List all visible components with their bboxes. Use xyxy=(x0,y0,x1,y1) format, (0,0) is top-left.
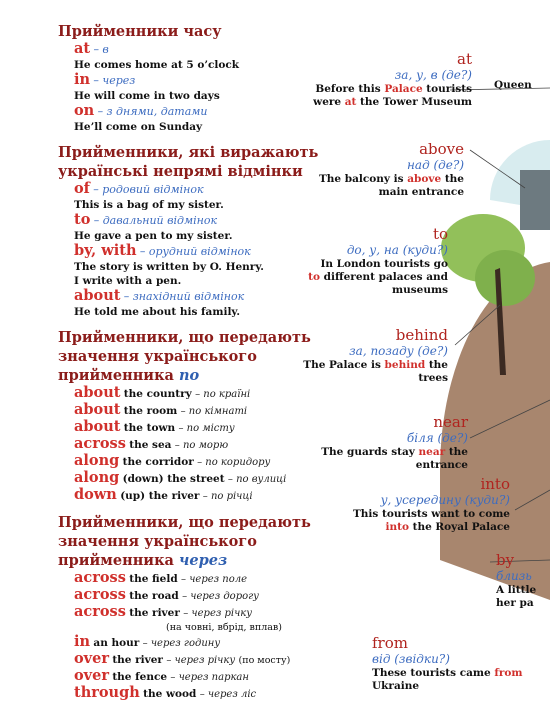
cherez-item xyxy=(74,570,328,587)
text: the xyxy=(445,446,468,458)
label-near xyxy=(298,413,468,472)
text: the xyxy=(425,359,448,371)
phrase: the wood xyxy=(143,688,197,700)
prep-word: across xyxy=(74,603,126,620)
prep-translation: – орудний відмінок xyxy=(139,245,251,258)
prep-word: over xyxy=(74,667,109,684)
text: Before this xyxy=(315,83,385,95)
prep-translation: у, усередину (куди?) xyxy=(380,493,510,507)
parenthetical: (по мосту) xyxy=(238,655,291,666)
prep-translation: за, у, в (де?) xyxy=(394,68,472,82)
prep-word: to xyxy=(432,225,448,243)
prep-word: above xyxy=(419,140,464,158)
phrase: the field xyxy=(129,573,178,585)
heading-word: через xyxy=(179,552,228,569)
ua-translation: – по коридору xyxy=(197,457,271,468)
cases-heading xyxy=(58,143,328,181)
prep-translation: – давальний відмінок xyxy=(93,214,218,227)
ua-translation: – по місту xyxy=(178,423,235,434)
prep-word: by xyxy=(496,551,515,569)
prep-word: in xyxy=(74,71,91,88)
phrase: an hour xyxy=(93,637,140,649)
prep-word: over xyxy=(74,650,109,667)
phrase: the country xyxy=(123,388,192,400)
time-item xyxy=(74,41,328,58)
cherez-item xyxy=(74,587,328,604)
prep-word: along xyxy=(74,452,120,469)
heading-line: прийменника xyxy=(58,367,174,384)
example: He comes home at 5 o’clock xyxy=(74,59,240,71)
text: the xyxy=(441,173,464,185)
text: Ukraine xyxy=(372,680,420,692)
text-highlight: at xyxy=(344,96,357,108)
phrase: (down) the street xyxy=(122,473,225,485)
text: were xyxy=(313,96,345,108)
prep-word: into xyxy=(480,475,510,493)
ua-translation: – через дорогу xyxy=(182,591,259,602)
prep-translation: за, позаду (де?) xyxy=(349,344,448,358)
ua-translation: – через річку xyxy=(166,655,236,666)
text: the Tower Museum xyxy=(356,96,472,108)
ua-translation: – по морю xyxy=(174,440,229,451)
text: In London tourists go xyxy=(320,258,448,270)
tower xyxy=(520,170,550,230)
po-item xyxy=(74,436,328,453)
prep-translation: – з днями, датами xyxy=(97,105,208,118)
prep-word: behind xyxy=(395,326,448,344)
time-item xyxy=(74,72,328,89)
heading-word: по xyxy=(179,367,200,384)
text: This tourists want to come xyxy=(352,508,510,520)
parenthetical: (на човні, вбрід, вплав) xyxy=(166,622,282,633)
heading-line: значення українського xyxy=(58,348,257,365)
prep-word: to xyxy=(74,211,91,228)
text: A little xyxy=(496,584,537,596)
prep-word: by, with xyxy=(74,242,137,259)
label-at xyxy=(302,50,472,109)
text-highlight: from xyxy=(494,667,523,679)
cherez-item xyxy=(74,634,328,651)
po-item xyxy=(74,470,328,487)
prep-word: about xyxy=(74,418,121,435)
prep-word: through xyxy=(74,684,140,701)
phrase: the room xyxy=(123,405,178,417)
ua-translation: – по кімнаті xyxy=(180,406,248,417)
ua-translation: – через річку xyxy=(183,608,253,619)
phrase: the road xyxy=(129,590,179,602)
text: main entrance xyxy=(378,186,464,198)
prep-word: about xyxy=(74,287,121,304)
text-highlight: above xyxy=(407,173,442,185)
text-highlight: near xyxy=(418,446,446,458)
example: This is a bag of my sister. xyxy=(74,199,224,211)
time-item xyxy=(74,103,328,120)
ua-translation: – через годину xyxy=(142,638,221,649)
text: entrance xyxy=(415,459,468,471)
text: museums xyxy=(392,284,448,296)
ua-translation: – по вулиці xyxy=(227,474,287,485)
prep-word: about xyxy=(74,384,121,401)
text: the Royal Palace xyxy=(408,521,510,533)
text: tourists xyxy=(422,83,472,95)
phrase: (up) the river xyxy=(120,490,200,502)
prep-translation: над (де?) xyxy=(407,158,464,172)
text: These tourists came xyxy=(372,667,495,679)
text-highlight: to xyxy=(308,271,320,283)
po-item xyxy=(74,402,328,419)
prep-word: of xyxy=(74,180,90,197)
ua-translation: – через поле xyxy=(181,574,248,585)
text-highlight: into xyxy=(385,521,409,533)
prep-word: along xyxy=(74,469,120,486)
heading-line: прийменника xyxy=(58,552,174,569)
phrase: the town xyxy=(123,422,176,434)
cherez-item xyxy=(74,651,328,668)
prep-word: about xyxy=(74,401,121,418)
prep-translation: – знахідний відмінок xyxy=(123,290,245,303)
phrase: the river xyxy=(112,654,163,666)
cherez-heading xyxy=(58,513,328,570)
prep-translation: до, у, на (куди?) xyxy=(346,243,448,257)
prep-translation: від (звідки?) xyxy=(372,652,450,666)
prep-word: across xyxy=(74,435,126,452)
text: The Palace is xyxy=(303,359,385,371)
heading-line: українські непрямі відмінки xyxy=(58,163,303,180)
heading-line: Прийменники, які виражають xyxy=(58,144,319,161)
phrase: the corridor xyxy=(122,456,194,468)
prep-translation: – родовий відмінок xyxy=(93,183,204,196)
phrase: the river xyxy=(129,607,180,619)
prep-word: at xyxy=(457,50,472,68)
example: He gave a pen to my sister. xyxy=(74,230,233,242)
prep-word: from xyxy=(372,634,408,652)
tree-crown-2 xyxy=(475,250,535,306)
cherez-item xyxy=(74,668,328,685)
label-from xyxy=(372,634,542,693)
text: her pa xyxy=(496,597,534,609)
po-item xyxy=(74,487,328,504)
label-behind xyxy=(278,326,448,385)
prep-translation: – в xyxy=(93,43,109,56)
example: The story is written by O. Henry. xyxy=(74,261,264,273)
prep-word: across xyxy=(74,569,126,586)
phrase: the sea xyxy=(129,439,172,451)
po-item xyxy=(74,385,328,402)
cherez-item xyxy=(74,685,328,702)
prep-translation: біля (де?) xyxy=(406,431,468,445)
time-heading: Прийменники часу xyxy=(58,23,222,40)
heading-line: значення українського xyxy=(58,533,257,550)
example: He will come in two days xyxy=(74,90,220,102)
prep-word: near xyxy=(433,413,468,431)
prep-translation: близь xyxy=(496,569,532,583)
text-highlight: Palace xyxy=(384,83,423,95)
heading-line: Прийменники, що передають xyxy=(58,514,311,531)
prep-word: on xyxy=(74,102,95,119)
example: He told me about his family. xyxy=(74,306,240,318)
prep-translation: – через xyxy=(93,74,136,87)
prep-word: at xyxy=(74,40,91,57)
text: trees xyxy=(418,372,448,384)
label-to xyxy=(278,225,448,297)
label-by xyxy=(496,551,550,610)
ua-translation: – через паркан xyxy=(170,672,249,683)
label-queen: Queen xyxy=(494,79,532,91)
text: The balcony is xyxy=(318,173,408,185)
prep-word: down xyxy=(74,486,117,503)
case-item xyxy=(74,181,328,198)
phrase: the fence xyxy=(112,671,168,683)
heading-line: Прийменники, що передають xyxy=(58,329,311,346)
prep-word: across xyxy=(74,586,126,603)
label-into xyxy=(310,475,510,534)
cherez-item xyxy=(74,604,328,621)
text: The guards stay xyxy=(321,446,419,458)
ua-translation: – по річці xyxy=(202,491,253,502)
example: He’ll come on Sunday xyxy=(74,121,203,133)
ua-translation: – по країні xyxy=(195,389,251,400)
text: different palaces and xyxy=(320,271,448,283)
po-item xyxy=(74,419,328,436)
text-highlight: behind xyxy=(384,359,426,371)
ua-translation: – через ліс xyxy=(199,689,257,700)
prep-word: in xyxy=(74,633,91,650)
po-item xyxy=(74,453,328,470)
example: I write with a pen. xyxy=(74,275,182,287)
label-above xyxy=(294,140,464,199)
